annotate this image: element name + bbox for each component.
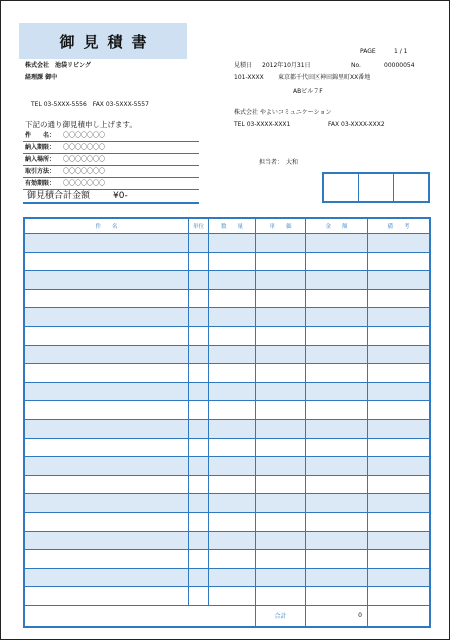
seal-boxes	[322, 172, 430, 203]
table-cell[interactable]	[188, 476, 208, 494]
table-cell[interactable]	[305, 327, 367, 345]
table-cell[interactable]	[188, 253, 208, 271]
table-cell[interactable]	[367, 439, 429, 457]
table-cell[interactable]	[208, 401, 255, 419]
table-row	[25, 419, 429, 438]
table-cell[interactable]	[188, 569, 208, 587]
table-cell[interactable]	[367, 327, 429, 345]
condition-label: 件 名：	[25, 132, 56, 139]
table-cell[interactable]	[25, 308, 188, 326]
total-label: 御見積合計金額	[27, 191, 91, 201]
table-cell[interactable]	[255, 346, 305, 364]
table-cell[interactable]	[255, 550, 305, 568]
table-cell[interactable]	[255, 476, 305, 494]
table-cell[interactable]	[25, 439, 188, 457]
table-cell[interactable]	[367, 364, 429, 382]
table-cell[interactable]	[25, 476, 188, 494]
table-cell[interactable]	[305, 569, 367, 587]
table-cell[interactable]	[188, 327, 208, 345]
table-cell[interactable]	[25, 271, 188, 289]
table-cell[interactable]	[367, 401, 429, 419]
condition-value: 〇〇〇〇〇〇〇	[63, 156, 106, 163]
table-cell[interactable]	[255, 494, 305, 512]
table-cell[interactable]	[367, 308, 429, 326]
table-cell[interactable]	[255, 308, 305, 326]
total-value: ¥0-	[113, 191, 128, 201]
condition-value: 〇〇〇〇〇〇〇	[63, 144, 106, 151]
table-cell[interactable]	[208, 364, 255, 382]
issuer-address: 東京都千代田区神田錦里町XX番地	[278, 74, 371, 81]
condition-value: 〇〇〇〇〇〇〇	[63, 132, 106, 139]
table-cell[interactable]	[367, 346, 429, 364]
table-row	[25, 586, 429, 605]
condition-label: 納入期限：	[25, 144, 56, 151]
table-row	[25, 475, 429, 494]
table-header	[25, 219, 429, 233]
table-cell[interactable]	[188, 234, 208, 252]
table-cell[interactable]	[208, 532, 255, 550]
table-cell[interactable]	[305, 420, 367, 438]
total-underline	[23, 202, 199, 204]
table-row	[25, 270, 429, 289]
table-cell[interactable]	[208, 476, 255, 494]
table-row	[25, 512, 429, 531]
table-cell[interactable]	[208, 308, 255, 326]
sum-spacer	[25, 606, 255, 626]
sum-value: 0	[305, 606, 367, 626]
table-cell[interactable]	[208, 234, 255, 252]
issuer-building: ABビル７F	[293, 88, 323, 95]
table-cell[interactable]	[305, 234, 367, 252]
table-cell[interactable]	[255, 457, 305, 475]
table-cell[interactable]	[188, 532, 208, 550]
estimate-date: 2012年10月31日	[262, 62, 311, 69]
condition-label: 取引方法：	[25, 168, 56, 175]
table-cell[interactable]	[305, 476, 367, 494]
table-cell[interactable]	[367, 290, 429, 308]
sum-row	[25, 605, 429, 626]
table-row	[25, 531, 429, 550]
no-label: No.	[351, 62, 361, 69]
table-cell[interactable]	[367, 271, 429, 289]
column-header: 備 考	[367, 219, 429, 233]
table-cell[interactable]	[255, 383, 305, 401]
seal-box	[358, 174, 393, 201]
table-cell[interactable]	[367, 420, 429, 438]
seal-box	[393, 174, 428, 201]
table-cell[interactable]	[367, 587, 429, 605]
table-row	[25, 345, 429, 364]
title-box	[19, 23, 187, 59]
table-cell[interactable]	[208, 346, 255, 364]
client-company: 株式会社 池袋リビング	[25, 62, 91, 69]
condition-underline	[23, 189, 199, 190]
table-cell[interactable]	[188, 271, 208, 289]
table-row	[25, 363, 429, 382]
table-cell[interactable]	[188, 308, 208, 326]
condition-underline	[23, 177, 199, 178]
table-row	[25, 307, 429, 326]
table-cell[interactable]	[25, 327, 188, 345]
intro-text: 下記の通り御見積申し上げます。	[25, 120, 137, 129]
table-cell[interactable]	[255, 420, 305, 438]
table-row	[25, 493, 429, 512]
table-cell[interactable]	[305, 383, 367, 401]
table-cell[interactable]	[255, 569, 305, 587]
seal-box	[324, 174, 358, 201]
condition-label: 納入場所：	[25, 156, 56, 163]
table-cell[interactable]	[188, 587, 208, 605]
column-header: 件 名	[95, 224, 118, 230]
person-label: 担当者：	[259, 159, 284, 166]
table-cell[interactable]	[25, 513, 188, 531]
table-cell[interactable]	[208, 550, 255, 568]
table-cell[interactable]	[305, 494, 367, 512]
table-cell[interactable]	[208, 253, 255, 271]
table-cell[interactable]	[255, 253, 305, 271]
table-cell[interactable]	[305, 290, 367, 308]
table-row	[25, 252, 429, 271]
table-cell[interactable]	[25, 253, 188, 271]
table-cell[interactable]	[208, 420, 255, 438]
table-row	[25, 549, 429, 568]
table-cell[interactable]	[367, 532, 429, 550]
table-cell[interactable]	[25, 532, 188, 550]
table-cell[interactable]	[25, 550, 188, 568]
table-cell[interactable]	[255, 234, 305, 252]
table-cell[interactable]	[25, 290, 188, 308]
client-contact: TEL 03-5XXX-5556 FAX 03-5XXX-5557	[31, 101, 149, 108]
table-cell[interactable]	[208, 569, 255, 587]
condition-underline	[23, 153, 199, 154]
table-cell[interactable]	[188, 383, 208, 401]
table-cell[interactable]	[367, 513, 429, 531]
sum-label: 合計	[255, 606, 305, 626]
table-row	[25, 233, 429, 252]
table-cell[interactable]	[25, 364, 188, 382]
table-cell[interactable]	[208, 439, 255, 457]
table-cell[interactable]	[255, 587, 305, 605]
no-value: 00000054	[384, 62, 415, 69]
table-cell[interactable]	[305, 550, 367, 568]
document-title: 御見積書	[59, 32, 156, 51]
issuer-company: 株式会社 やよいコミュニケーション	[234, 109, 332, 116]
table-cell[interactable]	[188, 346, 208, 364]
column-header: 単 価	[255, 219, 305, 233]
table-cell[interactable]	[305, 587, 367, 605]
table-cell[interactable]	[25, 420, 188, 438]
table-cell[interactable]	[255, 513, 305, 531]
table-cell[interactable]	[188, 401, 208, 419]
issuer-fax: FAX 03-XXXX-XXX2	[328, 121, 385, 128]
table-row	[25, 289, 429, 308]
table-cell[interactable]	[255, 401, 305, 419]
table-cell[interactable]	[25, 383, 188, 401]
condition-label: 有効期限：	[25, 180, 56, 187]
table-cell[interactable]	[25, 587, 188, 605]
table-cell[interactable]	[255, 439, 305, 457]
page-value: 1 / 1	[394, 48, 408, 55]
table-cell[interactable]	[255, 271, 305, 289]
table-cell[interactable]	[188, 457, 208, 475]
table-cell[interactable]	[188, 550, 208, 568]
sum-note	[367, 606, 429, 626]
table-cell[interactable]	[305, 346, 367, 364]
table-cell[interactable]	[255, 364, 305, 382]
table-cell[interactable]	[305, 364, 367, 382]
table-cell[interactable]	[188, 494, 208, 512]
person-name: 大和	[286, 159, 299, 166]
table-cell[interactable]	[367, 494, 429, 512]
table-cell[interactable]	[367, 383, 429, 401]
table-cell[interactable]	[367, 476, 429, 494]
table-row	[25, 326, 429, 345]
table-cell[interactable]	[208, 457, 255, 475]
table-cell[interactable]	[255, 327, 305, 345]
column-header: 金 額	[305, 219, 367, 233]
table-cell[interactable]	[208, 290, 255, 308]
table-cell[interactable]	[25, 457, 188, 475]
table-cell[interactable]	[305, 439, 367, 457]
table-cell[interactable]	[305, 308, 367, 326]
condition-value: 〇〇〇〇〇〇〇	[63, 168, 106, 175]
table-cell[interactable]	[188, 439, 208, 457]
table-row	[25, 400, 429, 419]
table-cell[interactable]	[188, 513, 208, 531]
table-cell[interactable]	[305, 271, 367, 289]
condition-underline	[23, 165, 199, 166]
table-row	[25, 568, 429, 587]
estimate-date-label: 見積日	[234, 62, 253, 69]
table-cell[interactable]	[305, 401, 367, 419]
table-cell[interactable]	[367, 550, 429, 568]
table-row	[25, 456, 429, 475]
table-cell[interactable]	[208, 271, 255, 289]
table-cell[interactable]	[208, 513, 255, 531]
table-cell[interactable]	[188, 290, 208, 308]
table-row	[25, 438, 429, 457]
table-cell[interactable]	[305, 253, 367, 271]
table-cell[interactable]	[255, 532, 305, 550]
table-cell[interactable]	[208, 494, 255, 512]
table-cell[interactable]	[25, 569, 188, 587]
table-cell[interactable]	[305, 457, 367, 475]
table-cell[interactable]	[25, 234, 188, 252]
table-cell[interactable]	[367, 569, 429, 587]
page-label: PAGE	[360, 48, 376, 55]
table-cell[interactable]	[188, 420, 208, 438]
table-cell[interactable]	[25, 494, 188, 512]
table-cell[interactable]	[367, 234, 429, 252]
issuer-tel: TEL 03-XXXX-XXX1	[234, 121, 291, 128]
condition-value: 〇〇〇〇〇〇〇	[63, 180, 106, 187]
client-dept: 経理課 御中	[25, 74, 58, 81]
condition-underline	[23, 141, 199, 142]
table-cell[interactable]	[208, 587, 255, 605]
table-cell[interactable]	[367, 253, 429, 271]
table-cell[interactable]	[305, 513, 367, 531]
table-cell[interactable]	[208, 327, 255, 345]
table-cell[interactable]	[188, 364, 208, 382]
table-cell[interactable]	[25, 401, 188, 419]
table-cell[interactable]	[208, 383, 255, 401]
table-cell[interactable]	[305, 532, 367, 550]
table-cell[interactable]	[25, 346, 188, 364]
column-header: 単位	[188, 219, 208, 233]
issuer-zip: 101-XXXX	[234, 74, 264, 81]
column-header: 数 量	[208, 219, 255, 233]
table-cell[interactable]	[367, 457, 429, 475]
items-table	[23, 217, 431, 628]
table-row	[25, 382, 429, 401]
table-cell[interactable]	[255, 290, 305, 308]
